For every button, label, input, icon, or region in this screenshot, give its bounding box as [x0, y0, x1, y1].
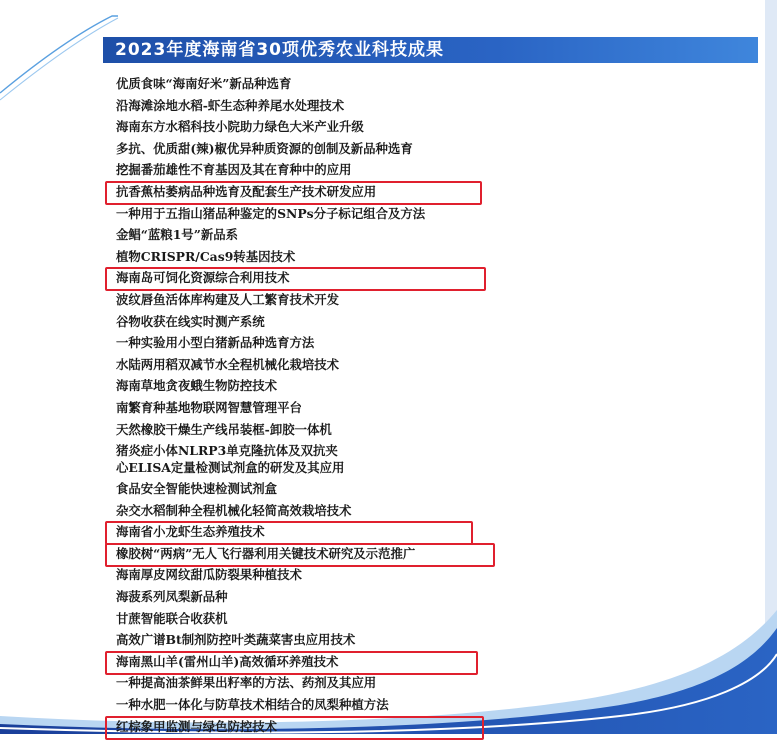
list-item [116, 608, 516, 630]
list-item-text: 挖掘番茄雄性不育基因及其在育种中的应用 [116, 162, 352, 178]
list-item [116, 629, 516, 651]
list-item [116, 564, 516, 586]
list-item-text-continued: 心ELISA定量检测试剂盒的研发及其应用 [116, 460, 345, 476]
list-item-text: 海南厚皮网纹甜瓜防裂果种植技术 [116, 567, 302, 583]
list-item [116, 311, 516, 333]
list-item-text: 天然橡胶干燥生产线吊装框-卸胶一体机 [116, 421, 332, 437]
list-item-text: 红棕象甲监测与绿色防控技术 [116, 718, 278, 734]
list-item-text: 橡胶树“两病”无人飞行器利用关键技术研究及示范推广 [116, 545, 416, 561]
list-item-text: 食品安全智能快速检测试剂盒 [116, 481, 278, 497]
list-item [116, 500, 516, 522]
list-item-text: 南繁育种基地物联网智慧管理平台 [116, 399, 302, 415]
list-item [116, 397, 516, 419]
list-item [116, 138, 516, 160]
list-item [116, 116, 516, 138]
list-item-text: 水陆两用稻双减节水全程机械化栽培技术 [116, 356, 340, 372]
highlighted-list-item [116, 181, 516, 203]
list-item-text: 甘蔗智能联合收获机 [116, 610, 228, 626]
highlighted-list-item [116, 521, 516, 543]
list-item-text: 一种用于五指山猪品种鉴定的SNPs分子标记组合及方法 [116, 205, 426, 221]
title-banner [103, 37, 758, 63]
list-item-text: 优质食味“海南好米”新品种选育 [116, 76, 292, 91]
list-item [116, 694, 516, 716]
list-item-text: 一种提高油茶鲜果出籽率的方法、药剂及其应用 [116, 675, 377, 691]
achievement-list [116, 73, 516, 737]
list-item-text: 海南黑山羊(雷州山羊)高效循环养殖技术 [116, 653, 339, 669]
list-item-text: 金鲳“蓝粮1号”新品系 [116, 227, 239, 243]
list-item [116, 246, 516, 268]
list-item-text: 高效广谱Bt制剂防控叶类蔬菜害虫应用技术 [116, 632, 356, 648]
list-item [116, 354, 516, 376]
list-item-text: 海菠系列凤梨新品种 [116, 589, 228, 605]
list-item-text: 海南东方水稻科技小院助力绿色大米产业升级 [116, 119, 364, 135]
list-item [116, 159, 516, 181]
list-item [116, 478, 516, 500]
list-item [116, 586, 516, 608]
list-item-text: 谷物收获在线实时测产系统 [116, 313, 265, 329]
list-item-text: 一种水肥一体化与防草技术相结合的凤梨种植方法 [116, 697, 389, 713]
list-item [116, 203, 516, 225]
list-item-text: 植物CRISPR/Cas9转基因技术 [116, 248, 296, 264]
list-item-text: 杂交水稻制种全程机械化轻简高效栽培技术 [116, 502, 352, 518]
list-item [116, 332, 516, 354]
list-item [116, 224, 516, 246]
list-item-text: 海南省小龙虾生态养殖技术 [116, 524, 265, 540]
list-item-text: 猪炎症小体NLRP3单克隆抗体及双抗夹 [116, 443, 338, 459]
highlighted-list-item [116, 651, 516, 673]
highlighted-list-item [116, 267, 516, 289]
list-item [116, 419, 516, 441]
list-item-text: 抗香蕉枯萎病品种选育及配套生产技术研发应用 [116, 183, 377, 199]
page-title: 2023年度海南省30项优秀农业科技成果 [115, 40, 444, 60]
list-item [116, 73, 516, 95]
highlighted-list-item [116, 543, 516, 565]
list-item [116, 672, 516, 694]
list-item [116, 440, 516, 478]
list-item [116, 375, 516, 397]
list-item-text: 多抗、优质甜(辣)椒优异种质资源的创制及新品种选育 [116, 140, 413, 156]
list-item-text: 沿海滩涂地水稻-虾生态种养尾水处理技术 [116, 97, 345, 113]
list-item-text: 一种实验用小型白猪新品种选育方法 [116, 335, 315, 351]
list-item [116, 95, 516, 117]
list-item-text: 波纹唇鱼活体库构建及人工繁育技术开发 [116, 291, 340, 307]
list-item-text: 海南岛可饲化资源综合利用技术 [116, 270, 290, 286]
list-item [116, 289, 516, 311]
list-item-text: 海南草地贪夜蛾生物防控技术 [116, 378, 278, 394]
